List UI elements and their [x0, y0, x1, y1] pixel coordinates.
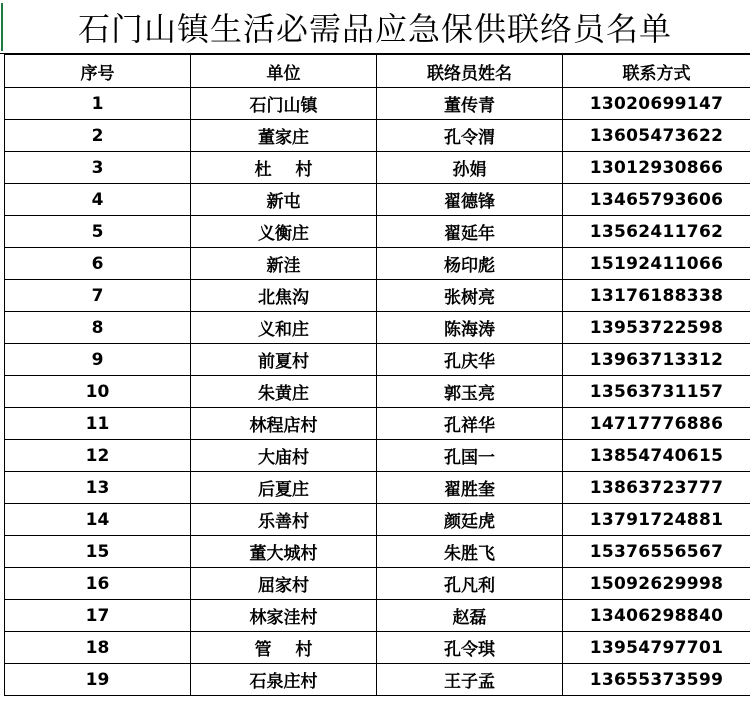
cell-index[interactable]: 16 [5, 568, 191, 600]
cell-unit[interactable]: 义衡庄 [191, 216, 377, 248]
cell-contact-name[interactable]: 孙娟 [377, 152, 563, 184]
cell-contact-name[interactable]: 杨印彪 [377, 248, 563, 280]
table-row [5, 344, 750, 376]
table-row [5, 568, 750, 600]
cell-unit[interactable]: 北焦沟 [191, 280, 377, 312]
cell-contact-name[interactable]: 赵磊 [377, 600, 563, 632]
cell-unit[interactable]: 新洼 [191, 248, 377, 280]
table-row [5, 600, 750, 632]
cell-index[interactable]: 10 [5, 376, 191, 408]
cell-contact-name[interactable]: 孔令琪 [377, 632, 563, 664]
table-row [5, 312, 750, 344]
cell-phone[interactable]: 14717776886 [563, 408, 750, 440]
cell-unit[interactable]: 石泉庄村 [191, 664, 377, 696]
cell-index[interactable]: 9 [5, 344, 191, 376]
table-row [5, 216, 750, 248]
document-title: 石门山镇生活必需品应急保供联络员名单 [77, 10, 672, 48]
cell-contact-name[interactable]: 陈海涛 [377, 312, 563, 344]
cell-phone[interactable]: 13963713312 [563, 344, 750, 376]
cell-contact-name[interactable]: 翟延年 [377, 216, 563, 248]
cell-phone[interactable]: 13020699147 [563, 88, 750, 120]
cell-index[interactable]: 15 [5, 536, 191, 568]
cell-phone[interactable]: 15192411066 [563, 248, 750, 280]
cell-index[interactable]: 2 [5, 120, 191, 152]
cell-contact-name[interactable]: 郭玉亮 [377, 376, 563, 408]
cell-index[interactable]: 6 [5, 248, 191, 280]
table-row [5, 504, 750, 536]
cell-unit[interactable]: 义和庄 [191, 312, 377, 344]
cell-unit[interactable]: 屈家村 [191, 568, 377, 600]
cell-unit[interactable]: 林家洼村 [191, 600, 377, 632]
contact-table [4, 54, 750, 696]
cell-unit[interactable]: 朱黄庄 [191, 376, 377, 408]
table-row [5, 632, 750, 664]
cell-phone[interactable]: 13953722598 [563, 312, 750, 344]
cell-index[interactable]: 4 [5, 184, 191, 216]
header-phone[interactable]: 联系方式 [563, 55, 750, 88]
cell-unit[interactable]: 乐善村 [191, 504, 377, 536]
table-row [5, 152, 750, 184]
cell-phone[interactable]: 15092629998 [563, 568, 750, 600]
cell-index[interactable]: 11 [5, 408, 191, 440]
cell-unit[interactable]: 大庙村 [191, 440, 377, 472]
cell-unit[interactable]: 林程店村 [191, 408, 377, 440]
table-row [5, 536, 750, 568]
cell-index[interactable]: 19 [5, 664, 191, 696]
cell-index[interactable]: 5 [5, 216, 191, 248]
cell-contact-name[interactable]: 孔凡利 [377, 568, 563, 600]
header-row [5, 55, 750, 88]
cell-phone[interactable]: 13954797701 [563, 632, 750, 664]
cell-phone[interactable]: 13012930866 [563, 152, 750, 184]
cell-phone[interactable]: 13605473622 [563, 120, 750, 152]
cell-unit[interactable]: 前夏村 [191, 344, 377, 376]
cell-phone[interactable]: 13562411762 [563, 216, 750, 248]
cell-index[interactable]: 17 [5, 600, 191, 632]
cell-index[interactable]: 12 [5, 440, 191, 472]
table-row [5, 88, 750, 120]
cell-index[interactable]: 14 [5, 504, 191, 536]
header-contact-name[interactable]: 联络员姓名 [377, 55, 563, 88]
table-row [5, 376, 750, 408]
cell-contact-name[interactable]: 王子孟 [377, 664, 563, 696]
table-row [5, 120, 750, 152]
cell-phone[interactable]: 13863723777 [563, 472, 750, 504]
cell-unit[interactable]: 石门山镇 [191, 88, 377, 120]
cell-phone[interactable]: 13406298840 [563, 600, 750, 632]
cell-unit[interactable]: 杜 村 [191, 152, 377, 184]
table-body [5, 88, 750, 696]
cell-contact-name[interactable]: 孔国一 [377, 440, 563, 472]
cell-contact-name[interactable]: 朱胜飞 [377, 536, 563, 568]
cell-unit[interactable]: 董大城村 [191, 536, 377, 568]
cell-phone[interactable]: 13791724881 [563, 504, 750, 536]
cell-phone[interactable]: 13563731157 [563, 376, 750, 408]
cell-phone[interactable]: 15376556567 [563, 536, 750, 568]
cell-contact-name[interactable]: 翟德锋 [377, 184, 563, 216]
table-row [5, 472, 750, 504]
cell-index[interactable]: 8 [5, 312, 191, 344]
cell-unit[interactable]: 管 村 [191, 632, 377, 664]
header-index[interactable]: 序号 [5, 55, 191, 88]
cell-index[interactable]: 13 [5, 472, 191, 504]
table-row [5, 184, 750, 216]
cell-contact-name[interactable]: 孔令渭 [377, 120, 563, 152]
cell-index[interactable]: 1 [5, 88, 191, 120]
cell-contact-name[interactable]: 董传青 [377, 88, 563, 120]
title-cell[interactable] [0, 0, 750, 54]
cell-phone[interactable]: 13176188338 [563, 280, 750, 312]
cell-contact-name[interactable]: 翟胜奎 [377, 472, 563, 504]
cell-unit[interactable]: 董家庄 [191, 120, 377, 152]
cell-phone[interactable]: 13854740615 [563, 440, 750, 472]
cell-phone[interactable]: 13655373599 [563, 664, 750, 696]
table-row [5, 248, 750, 280]
table-row [5, 664, 750, 696]
table-row [5, 440, 750, 472]
cell-index[interactable]: 3 [5, 152, 191, 184]
table-row [5, 280, 750, 312]
cell-contact-name[interactable]: 孔祥华 [377, 408, 563, 440]
cell-contact-name[interactable]: 孔庆华 [377, 344, 563, 376]
header-unit[interactable]: 单位 [191, 55, 377, 88]
cell-index[interactable]: 7 [5, 280, 191, 312]
cell-unit[interactable]: 新屯 [191, 184, 377, 216]
cell-contact-name[interactable]: 颜廷虎 [377, 504, 563, 536]
table-row [5, 408, 750, 440]
cell-phone[interactable]: 13465793606 [563, 184, 750, 216]
cell-contact-name[interactable]: 张树亮 [377, 280, 563, 312]
cell-unit[interactable]: 后夏庄 [191, 472, 377, 504]
cell-index[interactable]: 18 [5, 632, 191, 664]
